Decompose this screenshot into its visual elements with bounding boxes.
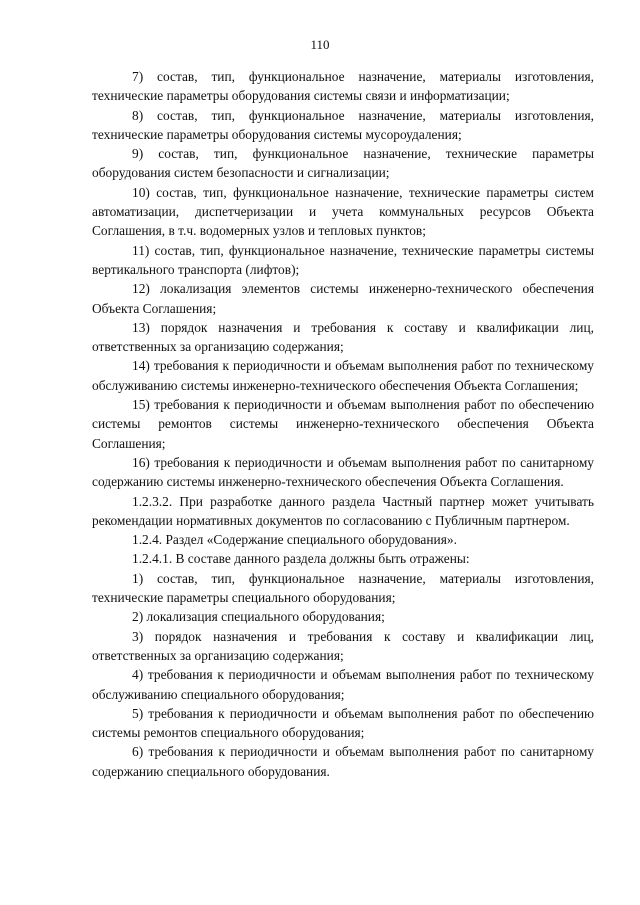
paragraph-clause-1-2-4-1: 1.2.4.1. В составе данного раздела должны быть отражены: xyxy=(132,551,470,567)
paragraph-item-10: 10) состав, тип, функциональное назначение, технические параметры систем автоматизации, диспетчеризации и учета коммунальных ресурсов Объекта Соглашения, в т.ч. водомерных узлов и тепловых пунктов; xyxy=(92,184,594,239)
paragraph-item-7: 7) состав, тип, функциональное назначение, материалы изготовления, технические параметры оборудования системы связи и информатизации; xyxy=(92,69,594,104)
paragraph-clause-1-2-3-2: 1.2.3.2. При разработке данного раздела Частный партнер может учитывать рекомендации нормативных документов по согласованию с Публичным партнером. xyxy=(92,493,594,528)
page-number: 110 xyxy=(310,37,330,52)
paragraph-item-14: 14) требования к периодичности и объемам выполнения работ по техническому обслуживанию системы инженерно-технического обеспечения Объекта Соглашения; xyxy=(92,358,594,393)
paragraph-item-9: 9) состав, тип, функциональное назначение, технические параметры оборудования систем безопасности и сигнализации; xyxy=(92,146,594,181)
paragraph-item-15: 15) требования к периодичности и объемам выполнения работ по обеспечению системы ремонтов системы инженерно-технического обеспечения Объекта Соглашения; xyxy=(92,397,594,451)
paragraph-item-12: 12) локализация элементов системы инженерно-технического обеспечения Объекта Соглашения; xyxy=(92,281,594,316)
paragraph-item-6: 6) требования к периодичности и объемам выполнения работ по санитарному содержанию специального оборудования. xyxy=(92,744,594,779)
paragraph-item-16: 16) требования к периодичности и объемам выполнения работ по санитарному содержанию системы инженерно-технического обеспечения Объекта Соглашения. xyxy=(92,454,594,490)
section-heading-1-2-4: 1.2.4. Раздел «Содержание специального оборудования». xyxy=(132,532,457,548)
document-body xyxy=(92,67,594,781)
paragraph-item-11: 11) состав, тип, функциональное назначение, технические параметры системы вертикального транспорта (лифтов); xyxy=(92,242,594,277)
paragraph-item-3: 3) порядок назначения и требования к составу и квалификации лиц, ответственных за организацию содержания; xyxy=(92,628,594,663)
paragraph-item-4: 4) требования к периодичности и объемам выполнения работ по техническому обслуживанию специального оборудования; xyxy=(92,667,594,702)
paragraph-item-5: 5) требования к периодичности и объемам выполнения работ по обеспечению системы ремонтов специального оборудования; xyxy=(92,705,594,741)
paragraph-item-13: 13) порядок назначения и требования к составу и квалификации лиц, ответственных за организацию содержания; xyxy=(92,319,594,355)
paragraph-item-2: 2) локализация специального оборудования; xyxy=(132,609,385,625)
paragraph-item-1: 1) состав, тип, функциональное назначение, материалы изготовления, технические параметры специального оборудования; xyxy=(92,570,594,606)
paragraph-item-8: 8) состав, тип, функциональное назначение, материалы изготовления, технические параметры оборудования системы мусороудаления; xyxy=(92,107,594,142)
